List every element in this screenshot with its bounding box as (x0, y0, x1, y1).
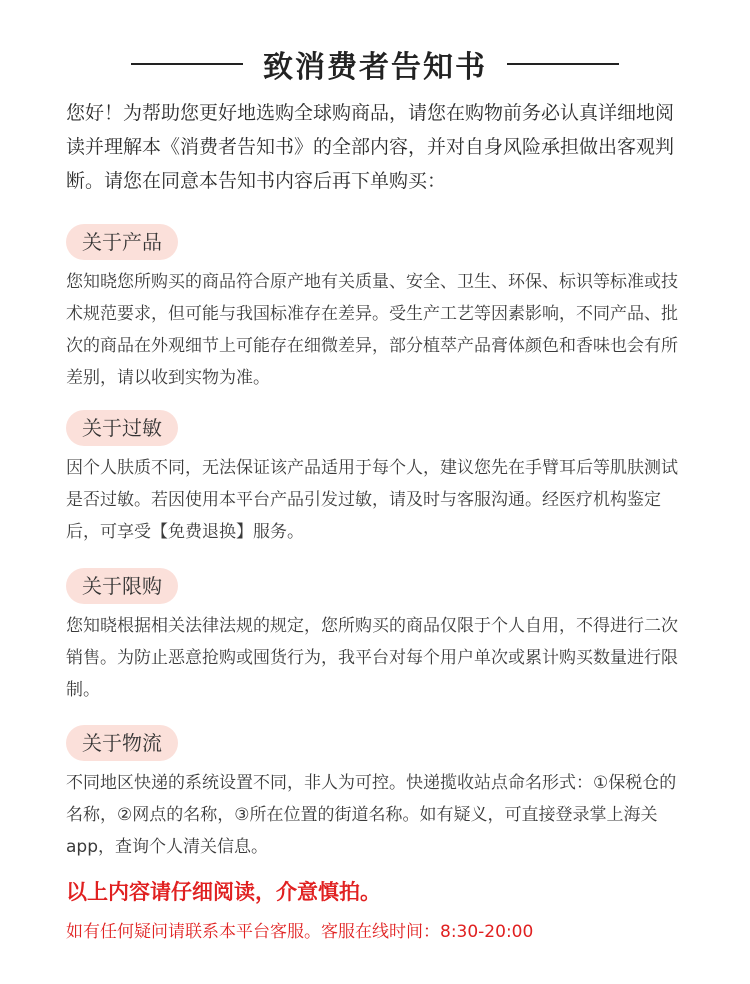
title-divider-left (131, 63, 243, 65)
section-body-purchase-limit: 您知晓根据相关法律法规的规定，您所购买的商品仅限于个人自用，不得进行二次销售。为防止恶意抢购或囤货行为，我平台对每个用户单次或累计购买数量进行限制。 (66, 616, 678, 700)
section-heading-allergy: 关于过敏 (66, 410, 178, 446)
section-body-product: 您知晓您所购买的商品符合原产地有关质量、安全、卫生、环保、标识等标准或技术规范要求，但可能与我国标准存在差异。受生产工艺等因素影响，不同产品、批次的商品在外观细节上可能存在细微差异，部分植萃产品膏体颜色和香味也会有所差别，请以收到实物为准。 (66, 272, 678, 388)
section-heading-logistics: 关于物流 (66, 725, 178, 761)
section-body-allergy: 因个人肤质不同，无法保证该产品适用于每个人，建议您先在手臂耳后等肌肤测试是否过敏。若因使用本平台产品引发过敏，请及时与客服沟通。经医疗机构鉴定后，可享受【免费退换】服务。 (66, 458, 678, 542)
intro-paragraph: 您好！为帮助您更好地选购全球购商品，请您在购物前务必认真详细地阅读并理解本《消费者告知书》的全部内容，并对自身风险承担做出客观判断。请您在同意本告知书内容后再下单购买： (66, 102, 675, 192)
section-body-logistics: 不同地区快递的系统设置不同，非人为可控。快递揽收站点命名形式：①保税仓的名称，②网点的名称，③所在位置的街道名称。如有疑义，可直接登录掌上海关app，查询个人清关信息。 (66, 773, 677, 857)
title-divider-right (507, 63, 619, 65)
section-allergy (66, 410, 686, 548)
page-title: 致消费者告知书 (263, 50, 487, 85)
section-heading-product: 关于产品 (66, 224, 178, 260)
section-logistics (66, 725, 686, 863)
title-row (0, 40, 750, 88)
customer-service-hours: 如有任何疑问请联系本平台客服。客服在线时间：8:30-20:00 (66, 922, 534, 942)
section-purchase-limit (66, 568, 686, 706)
read-carefully-notice: 以上内容请仔细阅读，介意慎拍。 (66, 880, 381, 904)
section-product (66, 224, 686, 394)
section-heading-purchase-limit: 关于限购 (66, 568, 178, 604)
